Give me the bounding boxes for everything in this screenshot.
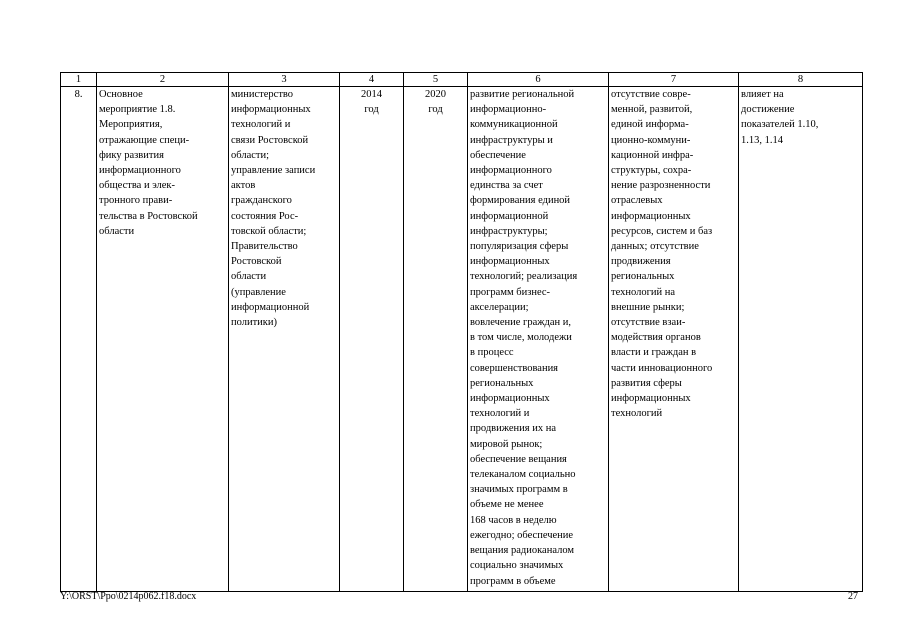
cell-text-line: 2014 (361, 89, 382, 100)
header-cell: 3 (229, 73, 340, 87)
cell-text-line: Мероприятия, (99, 119, 163, 131)
cell-text-line: гражданского (231, 195, 292, 207)
cell-text-line: технологий и (470, 408, 530, 420)
cell-text-line: связи Ростовской (231, 134, 309, 146)
cell-text-line: акселерации; (470, 301, 529, 313)
indicators-cell (739, 87, 863, 592)
cell-text-line: год (428, 104, 443, 116)
cell-text-line: информационных (231, 104, 311, 116)
cell-text-line: развитие региональной (470, 89, 575, 100)
cell-text-line: в процесс (470, 347, 514, 359)
cell-text-line: формирования единой (470, 195, 571, 207)
cell-text-line: мировой рынок; (470, 438, 543, 450)
expected-result-cell (468, 87, 609, 592)
cell-text-line: отражающие специ- (99, 134, 190, 146)
end-year-cell (404, 87, 468, 592)
cell-text-line: политики) (231, 317, 278, 329)
footer-file-path: Y:\ORST\Ppo\0214p062.f18.docx (60, 591, 197, 602)
header-cell: 6 (468, 73, 609, 87)
cell-text-line: власти и граждан в (611, 347, 697, 359)
cell-text-line: вещания радиоканалом (470, 545, 575, 557)
cell-text-line: внешние рынки; (611, 301, 685, 313)
cell-text-line: технологий (611, 408, 663, 420)
cell-text-line: 1.13, 1.14 (741, 134, 783, 146)
cell-text-line: 168 часов в неделю (470, 514, 557, 526)
cell-text-line: менной, развитой, (611, 104, 693, 116)
cell-text-line: продвижения (611, 256, 671, 268)
cell-text-line: информационных (611, 210, 691, 222)
table-row (61, 87, 863, 592)
cell-text-line: кационной инфра- (611, 149, 694, 161)
activity-name-cell (97, 87, 229, 592)
cell-text-line: фику развития (99, 149, 164, 161)
cell-text-line: информационных (470, 256, 550, 268)
cell-text-line: управление записи (231, 165, 316, 177)
cell-text-line: обеспечение (470, 149, 526, 161)
cell-text-line: части инновационного (611, 362, 713, 374)
header-cell: 4 (340, 73, 404, 87)
cell-text-line: единства за счет (470, 180, 543, 192)
cell-text-line: Ростовской (231, 256, 282, 268)
cell-text-line: Основное (99, 89, 143, 100)
cell-text-line: модействия органов (611, 332, 701, 344)
cell-text-line: общества и элек- (99, 180, 176, 192)
cell-text-line: ционно-коммуни- (611, 134, 691, 146)
cell-text-line: телеканалом социально (470, 469, 576, 481)
cell-text-line: тельства в Ростовской (99, 210, 198, 222)
header-cell: 5 (404, 73, 468, 87)
cell-text-line: популяризация сферы (470, 241, 569, 253)
cell-text-line: ресурсов, систем и баз (611, 225, 713, 237)
cell-text-line: социально значимых (470, 560, 564, 572)
cell-text-line: совершенствования (470, 362, 559, 374)
cell-text-line: отсутствие совре- (611, 89, 691, 100)
header-cell: 1 (61, 73, 97, 87)
cell-text-line: коммуникационной (470, 119, 558, 131)
cell-text-line: развития сферы (611, 377, 682, 389)
cell-text-line: информационных (611, 393, 691, 405)
cell-text-line: значимых программ в (470, 484, 568, 496)
cell-text-line: Правительство (231, 241, 298, 253)
cell-text-line: отсутствие взаи- (611, 317, 686, 329)
cell-text-line: 2020 (425, 89, 446, 100)
cell-text-line: ежегодно; обеспечение (470, 529, 574, 541)
header-cell: 7 (609, 73, 739, 87)
cell-text-line: области (231, 271, 267, 283)
cell-text-line: год (364, 104, 379, 116)
cell-text-line: тронного прави- (99, 195, 173, 207)
cell-text-line: программ в объеме (470, 575, 556, 587)
cell-text-line: технологий; реализация (470, 271, 578, 283)
cell-text-line: информационного (99, 165, 181, 177)
cell-text-line: области; (231, 149, 270, 161)
cell-text-line: достижение (741, 104, 795, 116)
cell-text-line: региональных (470, 377, 534, 389)
cell-text-line: информационных (470, 393, 550, 405)
cell-text-line: мероприятие 1.8. (99, 104, 176, 116)
cell-text-line: информационной (470, 210, 549, 222)
cell-text-line: состояния Рос- (231, 210, 299, 222)
cell-text-line: данных; отсутствие (611, 241, 699, 253)
cell-text-line: информационного (470, 165, 552, 177)
cell-text-line: технологий на (611, 286, 676, 298)
cell-text-line: нение разрозненности (611, 180, 711, 192)
consequences-cell (609, 87, 739, 592)
header-cell: 8 (739, 73, 863, 87)
cell-text-line: инфраструктуры и (470, 134, 553, 146)
table-header-row (61, 73, 863, 87)
cell-text-line: технологий и (231, 119, 291, 131)
cell-text-line: вовлечение граждан и, (470, 317, 572, 329)
document-table (60, 72, 863, 592)
cell-text-line: инфраструктуры; (470, 225, 548, 237)
cell-text-line: показателей 1.10, (741, 119, 819, 131)
cell-text-line: продвижения их на (470, 423, 556, 435)
start-year-cell (340, 87, 404, 592)
cell-text-line: министерство (231, 89, 294, 100)
cell-text-line: актов (231, 180, 256, 192)
cell-text-line: (управление (231, 286, 286, 298)
cell-text-line: товской области; (231, 225, 307, 237)
cell-text-line: программ бизнес- (470, 286, 551, 298)
cell-text-line: единой информа- (611, 119, 689, 131)
cell-text-line: региональных (611, 271, 675, 283)
header-cell: 2 (97, 73, 229, 87)
page-number: 27 (848, 591, 858, 602)
cell-text-line: обеспечение вещания (470, 453, 567, 465)
cell-text-line: отраслевых (611, 195, 663, 207)
row-number: 8. (61, 87, 97, 592)
cell-text-line: информационной (231, 301, 310, 313)
cell-text-line: объеме не менее (470, 499, 544, 511)
cell-text-line: структуры, сохра- (611, 165, 692, 177)
cell-text-line: в том числе, молодежи (470, 332, 572, 344)
executor-cell (229, 87, 340, 592)
cell-text-line: влияет на (741, 89, 784, 100)
cell-text-line: области (99, 225, 135, 237)
cell-text-line: информационно- (470, 104, 547, 116)
